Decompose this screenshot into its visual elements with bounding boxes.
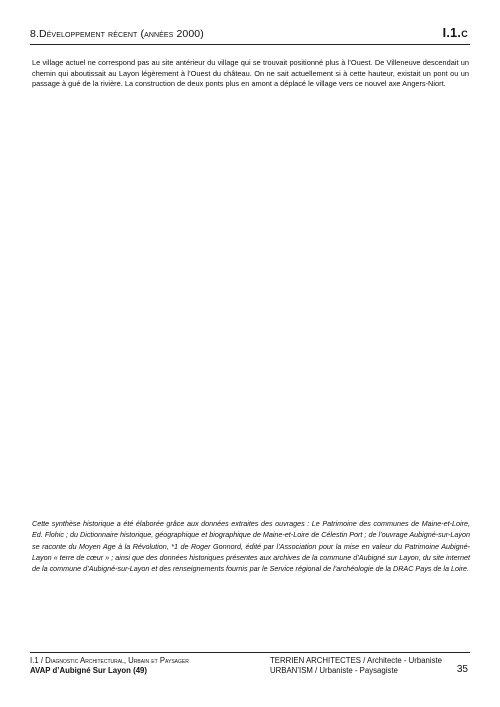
footer-project-name: AVAP d’Aubigné Sur Layon (49) — [30, 666, 147, 675]
footer-prefix: I.1 / — [30, 656, 46, 665]
section-title — [30, 28, 204, 40]
section-code: I.1.c — [442, 26, 468, 40]
footer-architect-credit: TERRIEN ARCHITECTES / Architecte - Urbaniste — [270, 656, 443, 665]
section-title-years: (années 2000) — [140, 28, 204, 40]
intro-paragraph: Le village actuel ne correspond pas au site antérieur du village qui se trouvait positionné plus à l’Ouest. De Villeneuve descendait un chemin qui aboutissait au Layon légèrement à l’Ouest du château. On ne sait actuellement si à cette hauteur, existait un pont ou un passage à gué de la rivière. La construction de deux ponts plus en amont a déplacé le village vers ce nouvel axe Angers-Niort. — [32, 58, 469, 89]
section-number: 8. — [30, 28, 39, 40]
page-header — [30, 26, 470, 45]
footer-document-title — [30, 656, 189, 665]
footer-title: Diagnostic Architectural, Urbain et Paysager — [45, 656, 189, 665]
section-title-text: Développement récent — [38, 28, 138, 40]
footer-urbanist-credit: URBAN’ISM / Urbaniste - Paysagiste — [270, 666, 398, 675]
sources-paragraph: Cette synthèse historique a été élaborée grâce aux données extraites des ouvrages : Le Patrimoine des communes de Maine-et-Loire, Ed. Flohic ; du Dictionnaire historique, géographique et biographique de Maine-et-Loire de Célestin Port ; de l’ouvrage Aubigné-sur-Layon se raconte du Moyen Age à la Révolution, *1 de Roger Gonnord, édité par l’Association pour la mise en valeur du Patrimoine Aubigné-Layon « terre de cœur » ; ainsi que des données historiques présentes aux archives de la commune d’Aubigné sur Layon, du site internet de la commune d’Aubigné-sur-Layon et des renseignements fournis par le Service régional de l’archéologie de la DRAC Pays de la Loire. — [32, 519, 470, 574]
footer-rule — [30, 652, 470, 653]
page-number: 35 — [456, 664, 468, 675]
